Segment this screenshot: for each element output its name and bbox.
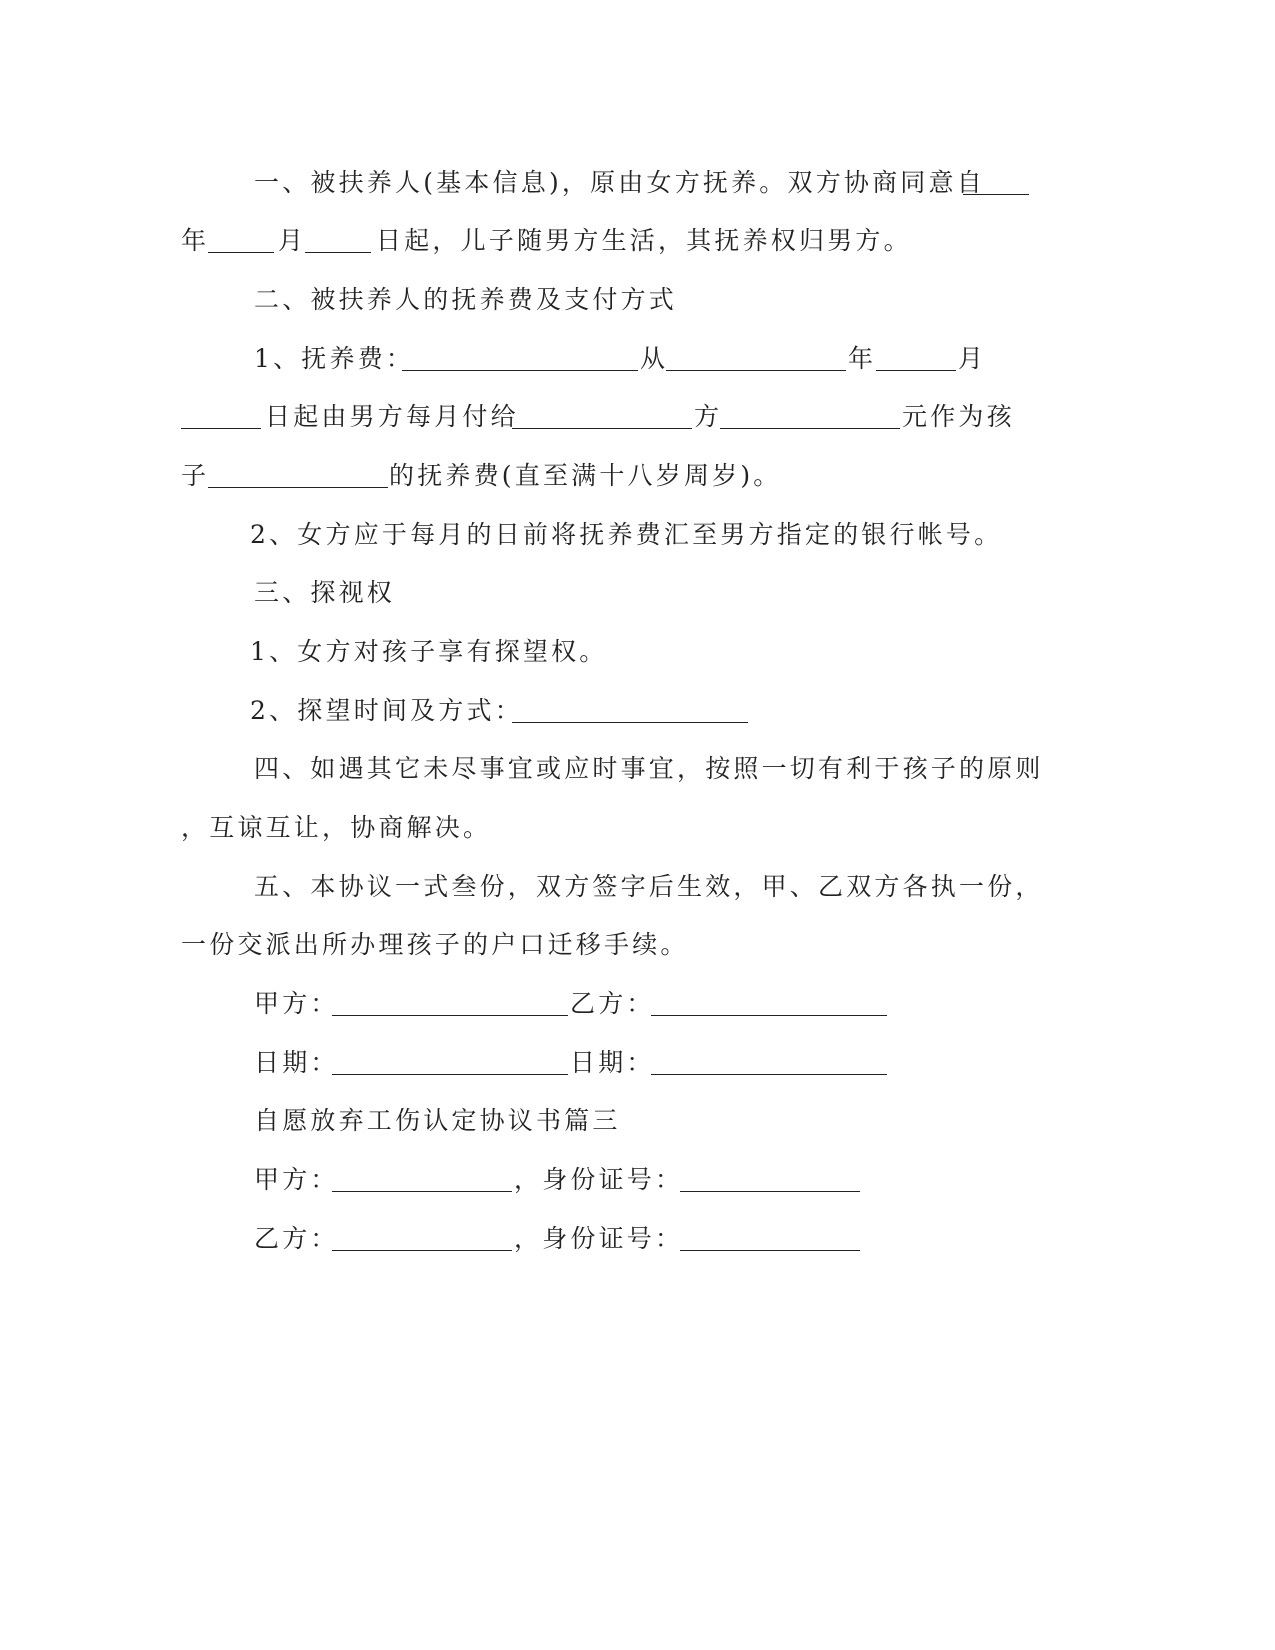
date-a-label: 日期：	[254, 1048, 339, 1077]
next-party-a-row	[0, 1160, 1275, 1200]
visit-time-blank	[512, 722, 748, 723]
next-party-b-label: 乙方：	[254, 1224, 339, 1253]
section3-heading	[0, 573, 1275, 613]
support-fee-end-text: 的抚养费(直至满十八岁周岁)。	[389, 461, 782, 490]
start-day-blank	[305, 252, 371, 253]
date-a-blank	[332, 1074, 568, 1075]
visit-time-label: 2、探望时间及方式：	[250, 696, 523, 725]
party-b-label: 乙方：	[570, 989, 655, 1018]
support-fee-blank	[402, 370, 638, 371]
next-party-b-id-label: ，身份证号：	[514, 1224, 684, 1253]
start-year-blank	[963, 194, 1029, 195]
section5-line1	[0, 867, 1275, 907]
party-b-signature-blank	[651, 1015, 887, 1016]
fee-year-label: 年	[848, 344, 877, 373]
signature-row	[0, 984, 1275, 1024]
start-month-blank	[208, 252, 274, 253]
section1-line2-text: 日起，儿子随男方生活，其抚养权归男方。	[376, 226, 912, 255]
section2-item1-line1	[0, 339, 1275, 379]
section3-item1	[0, 632, 1275, 672]
next-party-a-name-blank	[332, 1191, 512, 1192]
next-title-text: 自愿放弃工伤认定协议书篇三	[254, 1106, 621, 1135]
section1-text: 一、被扶养人(基本信息)，原由女方抚养。双方协商同意自	[254, 168, 985, 197]
section5-text-cont: 一份交派出所办理孩子的户口迁移手续。	[181, 930, 689, 959]
section1-line2	[0, 221, 1275, 261]
section3-item1-text: 1、女方对孩子享有探望权。	[250, 637, 608, 666]
section4-line1	[0, 749, 1275, 789]
payment-text: 日起由男方每月付给	[265, 402, 519, 431]
section2-item1-line2	[0, 397, 1275, 437]
fee-month-blank	[876, 370, 956, 371]
amount-blank	[720, 428, 900, 429]
child-label: 子	[181, 461, 210, 490]
support-fee-label: 1、抚养费：	[254, 344, 415, 373]
fee-month-label: 月	[958, 344, 987, 373]
section4-text: 四、如遇其它未尽事宜或应时事宜，按照一切有利于孩子的原则	[254, 754, 1044, 783]
section2-item2-text: 2、女方应于每月的日前将抚养费汇至男方指定的银行帐号。	[250, 520, 1003, 549]
recipient-blank	[512, 428, 692, 429]
date-row	[0, 1043, 1275, 1083]
party-a-signature-blank	[332, 1015, 568, 1016]
fee-day-blank	[181, 428, 261, 429]
section5-line2	[0, 925, 1275, 965]
date-b-label: 日期：	[570, 1048, 655, 1077]
section5-text: 五、本协议一式叁份，双方签字后生效，甲、乙双方各执一份，	[254, 872, 1044, 901]
next-party-b-name-blank	[332, 1250, 512, 1251]
section3-item2	[0, 691, 1275, 731]
section1-line1	[0, 163, 1275, 203]
month-label: 月	[278, 226, 307, 255]
section2-heading-text: 二、被扶养人的抚养费及支付方式	[254, 285, 678, 314]
section2-item1-line3	[0, 456, 1275, 496]
section2-item2	[0, 515, 1275, 555]
next-party-b-id-blank	[680, 1250, 860, 1251]
section4-text-cont: ，互谅互让，协商解决。	[181, 813, 492, 842]
fee-year-blank	[666, 370, 846, 371]
next-party-b-row	[0, 1219, 1275, 1259]
from-label: 从	[640, 344, 669, 373]
next-party-a-id-label: ，身份证号：	[514, 1165, 684, 1194]
party-suffix: 方	[694, 402, 723, 431]
section4-line2	[0, 808, 1275, 848]
next-document-title	[0, 1101, 1275, 1141]
party-a-label: 甲方：	[254, 989, 339, 1018]
child-name-blank	[208, 487, 388, 488]
next-party-a-label: 甲方：	[254, 1165, 339, 1194]
next-party-a-id-blank	[680, 1191, 860, 1192]
section3-heading-text: 三、探视权	[254, 578, 396, 607]
year-label: 年	[181, 226, 210, 255]
amount-suffix: 元作为孩	[902, 402, 1015, 431]
section2-heading	[0, 280, 1275, 320]
date-b-blank	[651, 1074, 887, 1075]
